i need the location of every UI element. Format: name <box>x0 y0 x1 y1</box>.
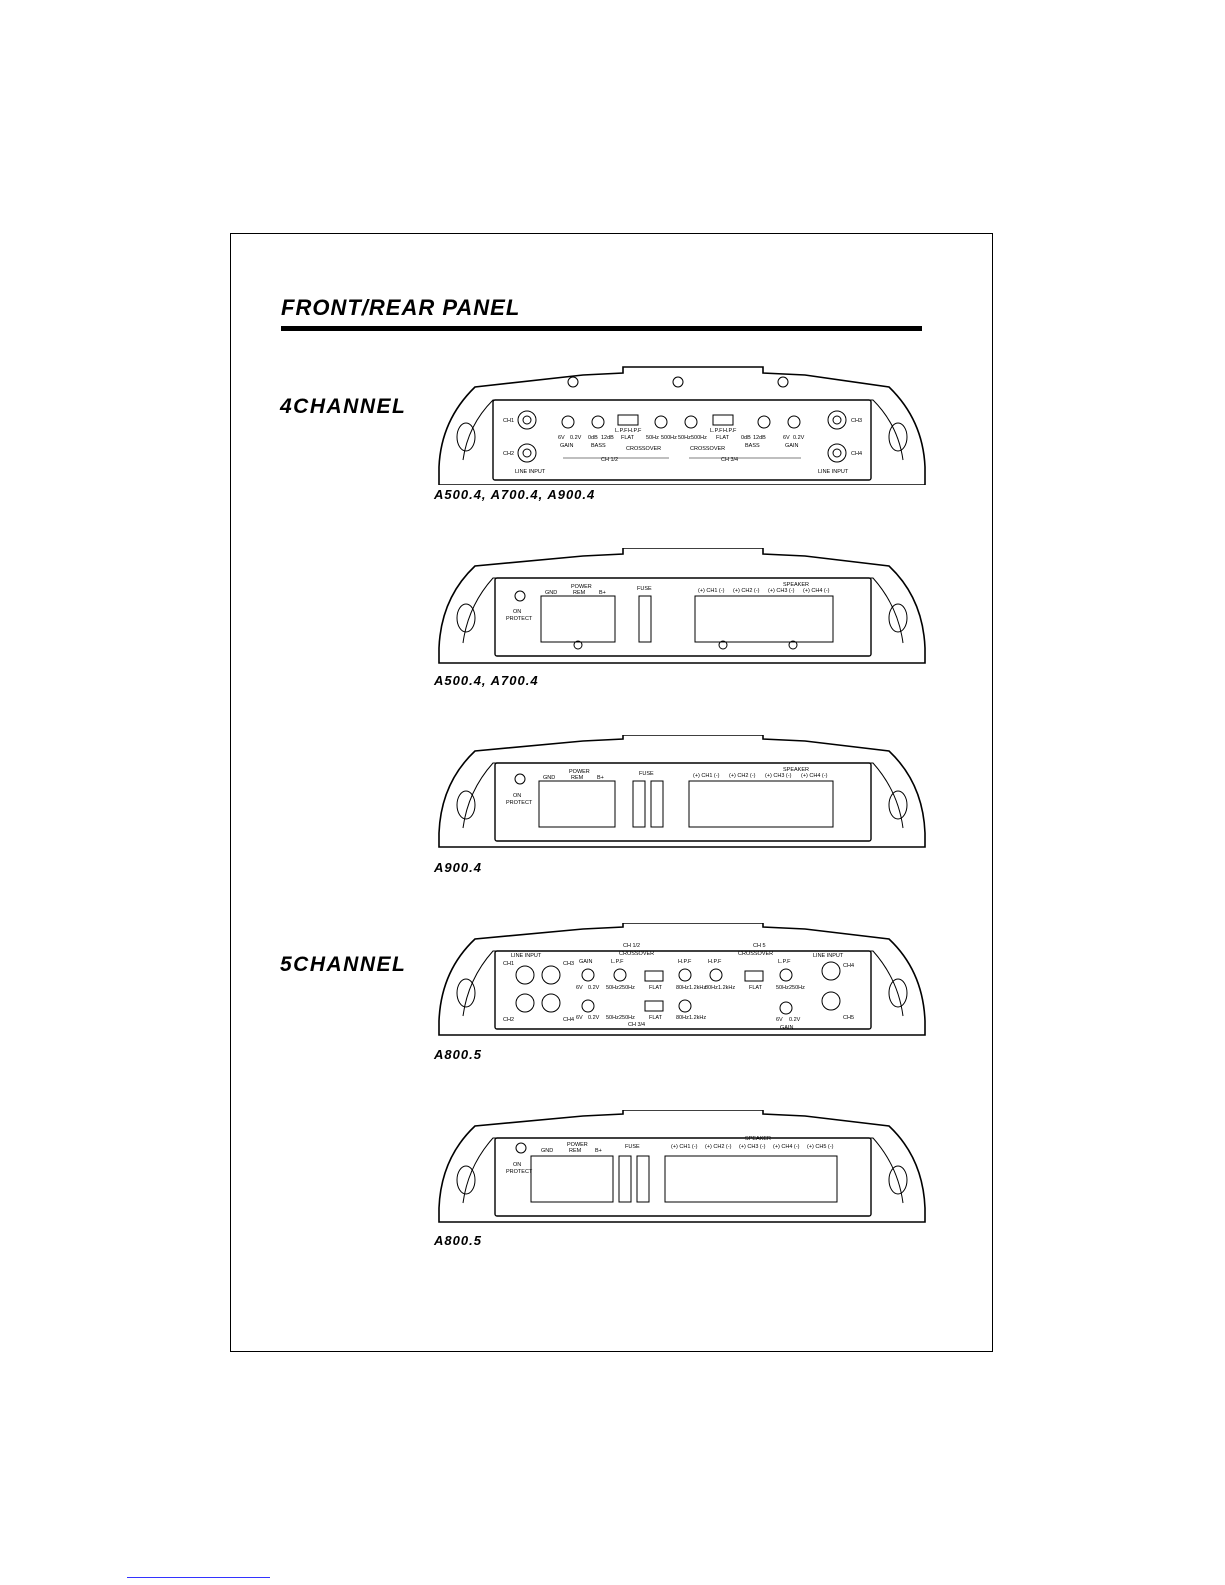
svg-text:PROTECT: PROTECT <box>506 1169 533 1175</box>
svg-text:80Hz: 80Hz <box>676 985 689 991</box>
svg-text:CH4: CH4 <box>851 451 863 457</box>
svg-text:CROSSOVER: CROSSOVER <box>738 951 774 957</box>
svg-text:LINE INPUT: LINE INPUT <box>818 469 849 475</box>
svg-text:0.2V: 0.2V <box>789 1017 801 1023</box>
caption-5ch-rear: A800.5 <box>434 1233 482 1248</box>
panel-5ch-front <box>433 923 931 1043</box>
svg-text:500Hz: 500Hz <box>661 435 677 441</box>
svg-text:GAIN: GAIN <box>785 443 799 449</box>
svg-text:CH3: CH3 <box>851 418 863 424</box>
svg-text:CH1: CH1 <box>503 961 515 967</box>
svg-text:6V: 6V <box>576 1015 583 1021</box>
panel-4ch-rear-b-drawing <box>433 735 931 855</box>
svg-text:GND: GND <box>545 590 558 596</box>
svg-text:(+) CH1 (-): (+) CH1 (-) <box>671 1144 698 1150</box>
svg-text:1.2kHz: 1.2kHz <box>718 985 736 991</box>
svg-text:B+: B+ <box>599 590 606 596</box>
svg-text:6V: 6V <box>776 1017 783 1023</box>
svg-text:LINE INPUT: LINE INPUT <box>511 953 542 959</box>
svg-text:50Hz: 50Hz <box>606 1015 619 1021</box>
svg-text:CH 3/4: CH 3/4 <box>721 457 739 463</box>
svg-text:FUSE: FUSE <box>637 586 652 592</box>
svg-text:CH3: CH3 <box>563 961 575 967</box>
svg-text:(+) CH2 (-): (+) CH2 (-) <box>733 588 760 594</box>
svg-text:1.2kHz: 1.2kHz <box>689 1015 707 1021</box>
svg-text:BASS: BASS <box>745 443 760 449</box>
caption-5ch-front: A800.5 <box>434 1047 482 1062</box>
svg-text:H.P.F: H.P.F <box>708 959 722 965</box>
svg-text:H.P.F: H.P.F <box>723 428 737 434</box>
svg-text:GAIN: GAIN <box>579 959 593 965</box>
svg-text:L.P.F: L.P.F <box>710 428 723 434</box>
svg-text:FUSE: FUSE <box>639 771 654 777</box>
svg-text:0.2V: 0.2V <box>588 1015 600 1021</box>
svg-text:REM: REM <box>571 775 584 781</box>
svg-text:50Hz: 50Hz <box>776 985 789 991</box>
svg-text:(+) CH3 (-): (+) CH3 (-) <box>768 588 795 594</box>
svg-text:CH 3/4: CH 3/4 <box>628 1022 646 1028</box>
caption-4ch-rear-b: A900.4 <box>434 860 482 875</box>
svg-text:ON: ON <box>513 793 522 799</box>
caption-4ch-front: A500.4, A700.4, A900.4 <box>434 487 596 502</box>
svg-text:FLAT: FLAT <box>716 435 730 441</box>
svg-text:CROSSOVER: CROSSOVER <box>619 951 655 957</box>
svg-text:CH 5: CH 5 <box>753 943 766 949</box>
caption-4ch-rear-a: A500.4, A700.4 <box>434 673 539 688</box>
panel-4ch-rear-a-drawing <box>433 548 931 668</box>
svg-text:H.P.F: H.P.F <box>628 428 642 434</box>
svg-text:H.P.F: H.P.F <box>678 959 692 965</box>
svg-text:GND: GND <box>543 775 556 781</box>
svg-text:PROTECT: PROTECT <box>506 616 533 622</box>
svg-text:LINE INPUT: LINE INPUT <box>813 953 844 959</box>
panel-4ch-rear-b <box>433 735 931 855</box>
section-4channel: 4CHANNEL <box>280 395 407 418</box>
svg-text:80Hz: 80Hz <box>676 1015 689 1021</box>
svg-text:L.P.F: L.P.F <box>615 428 628 434</box>
page-title: FRONT/REAR PANEL <box>281 295 521 320</box>
svg-text:CH4: CH4 <box>843 963 855 969</box>
svg-text:CH5: CH5 <box>843 1015 855 1021</box>
svg-text:(+) CH4 (-): (+) CH4 (-) <box>803 588 830 594</box>
svg-text:LINE INPUT: LINE INPUT <box>515 469 546 475</box>
footer-link-underline <box>127 1577 270 1578</box>
svg-text:CH2: CH2 <box>503 451 515 457</box>
svg-text:BASS: BASS <box>591 443 606 449</box>
svg-text:250Hz: 250Hz <box>789 985 805 991</box>
svg-text:(+) CH2 (-): (+) CH2 (-) <box>729 773 756 779</box>
panel-5ch-rear <box>433 1110 931 1230</box>
svg-text:GND: GND <box>541 1148 554 1154</box>
svg-text:(+) CH5 (-): (+) CH5 (-) <box>807 1144 834 1150</box>
panel-5ch-front-drawing <box>433 923 931 1043</box>
panel-5ch-rear-drawing <box>433 1110 931 1230</box>
section-5channel: 5CHANNEL <box>280 953 407 976</box>
svg-text:(+) CH1 (-): (+) CH1 (-) <box>698 588 725 594</box>
svg-text:SPEAKER: SPEAKER <box>745 1136 771 1142</box>
title-rule <box>281 326 922 331</box>
svg-text:(+) CH1 (-): (+) CH1 (-) <box>693 773 720 779</box>
svg-text:GAIN: GAIN <box>560 443 574 449</box>
svg-text:POWER: POWER <box>571 584 592 590</box>
svg-text:REM: REM <box>573 590 586 596</box>
svg-text:0.2V: 0.2V <box>588 985 600 991</box>
svg-text:ON: ON <box>513 1162 522 1168</box>
panel-4ch-front-drawing <box>433 365 931 485</box>
svg-text:CH 1/2: CH 1/2 <box>623 943 641 949</box>
svg-text:0.2V: 0.2V <box>793 435 805 441</box>
svg-text:CH2: CH2 <box>503 1017 515 1023</box>
svg-text:FLAT: FLAT <box>749 985 763 991</box>
svg-text:SPEAKER: SPEAKER <box>783 582 809 588</box>
svg-text:250Hz: 250Hz <box>619 985 635 991</box>
svg-text:0dB: 0dB <box>741 435 751 441</box>
svg-text:80Hz: 80Hz <box>705 985 718 991</box>
svg-text:6V: 6V <box>558 435 565 441</box>
svg-text:FLAT: FLAT <box>621 435 635 441</box>
svg-text:(+) CH2 (-): (+) CH2 (-) <box>705 1144 732 1150</box>
svg-text:FLAT: FLAT <box>649 985 663 991</box>
svg-text:50Hz: 50Hz <box>678 435 691 441</box>
svg-text:REM: REM <box>569 1148 582 1154</box>
svg-text:CH 1/2: CH 1/2 <box>601 457 619 463</box>
svg-text:12dB: 12dB <box>601 435 614 441</box>
svg-text:CH4: CH4 <box>563 1017 575 1023</box>
svg-text:POWER: POWER <box>569 769 590 775</box>
svg-text:L.P.F: L.P.F <box>778 959 791 965</box>
svg-text:(+) CH3 (-): (+) CH3 (-) <box>765 773 792 779</box>
svg-text:6V: 6V <box>783 435 790 441</box>
svg-text:(+) CH4 (-): (+) CH4 (-) <box>773 1144 800 1150</box>
svg-text:CH1: CH1 <box>503 418 515 424</box>
svg-text:250Hz: 250Hz <box>619 1015 635 1021</box>
panel-4ch-rear-a <box>433 548 931 668</box>
svg-text:CROSSOVER: CROSSOVER <box>690 446 726 452</box>
svg-text:GAIN: GAIN <box>780 1025 794 1031</box>
svg-text:ON: ON <box>513 609 522 615</box>
svg-text:CROSSOVER: CROSSOVER <box>626 446 662 452</box>
svg-text:(+) CH4 (-): (+) CH4 (-) <box>801 773 828 779</box>
svg-text:SPEAKER: SPEAKER <box>783 767 809 773</box>
panel-4ch-front <box>433 365 931 485</box>
svg-text:FLAT: FLAT <box>649 1015 663 1021</box>
svg-text:0.2V: 0.2V <box>570 435 582 441</box>
svg-text:12dB: 12dB <box>753 435 766 441</box>
svg-text:L.P.F: L.P.F <box>611 959 624 965</box>
svg-text:POWER: POWER <box>567 1142 588 1148</box>
svg-text:500Hz: 500Hz <box>691 435 707 441</box>
svg-text:FUSE: FUSE <box>625 1144 640 1150</box>
svg-text:1.2kHz: 1.2kHz <box>689 985 707 991</box>
svg-text:50Hz: 50Hz <box>646 435 659 441</box>
svg-text:50Hz: 50Hz <box>606 985 619 991</box>
svg-text:0dB: 0dB <box>588 435 598 441</box>
svg-text:B+: B+ <box>595 1148 602 1154</box>
svg-text:B+: B+ <box>597 775 604 781</box>
svg-text:(+) CH3 (-): (+) CH3 (-) <box>739 1144 766 1150</box>
svg-text:PROTECT: PROTECT <box>506 800 533 806</box>
svg-text:6V: 6V <box>576 985 583 991</box>
